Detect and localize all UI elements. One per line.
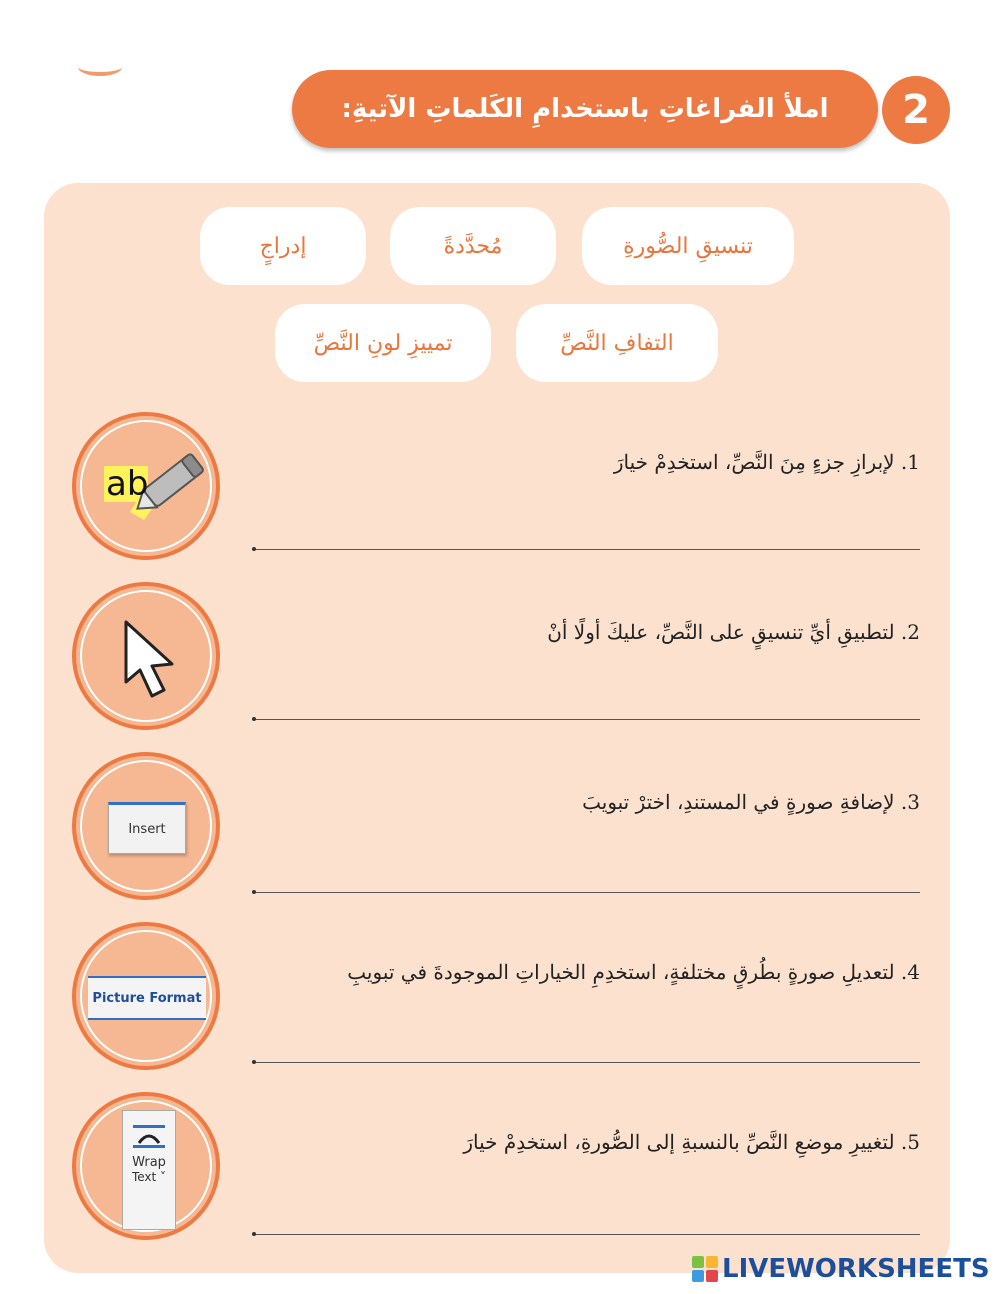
liveworksheets-logo-icon (692, 1256, 718, 1282)
question-5-text: 5. لتغييرِ موضعِ النَّصِّ بالنسبةِ إلى الصُّورةِ، استخدِمْ خيارَ (463, 1130, 920, 1154)
answer-dot (252, 1060, 256, 1064)
wrap-text-button (122, 1110, 176, 1230)
question-1-text: 1. لإبرازِ جزءٍ مِنَ النَّصِّ، استخدِمْ خيارَ (613, 450, 920, 474)
exercise-title: املأ الفراغاتِ باستخدامِ الكَلماتِ الآتيةِ: (341, 94, 829, 124)
mouse-pointer-icon (72, 582, 220, 730)
liveworksheets-brand[interactable] (692, 1254, 990, 1284)
answer-dot (252, 547, 256, 551)
exercise-number-badge: 2 (882, 76, 950, 144)
answer-line-2[interactable] (252, 719, 920, 720)
question-4-text: 4. لتعديلِ صورةٍ بطُرقٍ مختلفةٍ، استخدِمِ الخياراتِ الموجودةَ في تبويبِ (347, 960, 920, 984)
word-bank-item[interactable]: تمييزِ لونِ النَّصِّ (275, 304, 491, 382)
answer-dot (252, 890, 256, 894)
mouse-pointer-graphic (76, 586, 216, 726)
insert-tab-icon (72, 752, 220, 900)
decorative-arc (78, 58, 122, 76)
answer-dot (252, 1232, 256, 1236)
exercise-title-banner (292, 70, 878, 148)
picture-format-tab-icon (72, 922, 220, 1070)
question-3-text: 3. لإضافةِ صورةٍ في المستندِ، اخترْ تبويبَ (582, 790, 920, 814)
picture-format-tab-button: Picture Format (88, 976, 206, 1020)
answer-dot (252, 717, 256, 721)
answer-line-4[interactable] (252, 1062, 920, 1063)
brand-name: LIVEWORKSHEETS (722, 1254, 990, 1284)
wrap-text-glyph (129, 1121, 169, 1151)
wrap-label: Wrap (132, 1155, 166, 1170)
ab-label: ab (106, 464, 149, 504)
wrap-text-icon (72, 1092, 220, 1240)
answer-line-3[interactable] (252, 892, 920, 893)
text-label: Text ˅ (131, 1170, 167, 1184)
word-bank-item[interactable]: تنسيقِ الصُّورةِ (582, 207, 794, 285)
highlight-pen-icon (72, 412, 220, 560)
answer-line-5[interactable] (252, 1234, 920, 1235)
word-bank-item[interactable]: إدراجٍ (200, 207, 366, 285)
insert-tab-button: Insert (108, 802, 186, 854)
answer-line-1[interactable] (252, 549, 920, 550)
word-bank-item[interactable]: مُحدَّدةً (390, 207, 556, 285)
word-bank-item[interactable]: التفافِ النَّصِّ (516, 304, 718, 382)
question-2-text: 2. لتطبيقِ أيِّ تنسيقٍ على النَّصِّ، عليكَ أولًا أنْ (547, 620, 920, 644)
